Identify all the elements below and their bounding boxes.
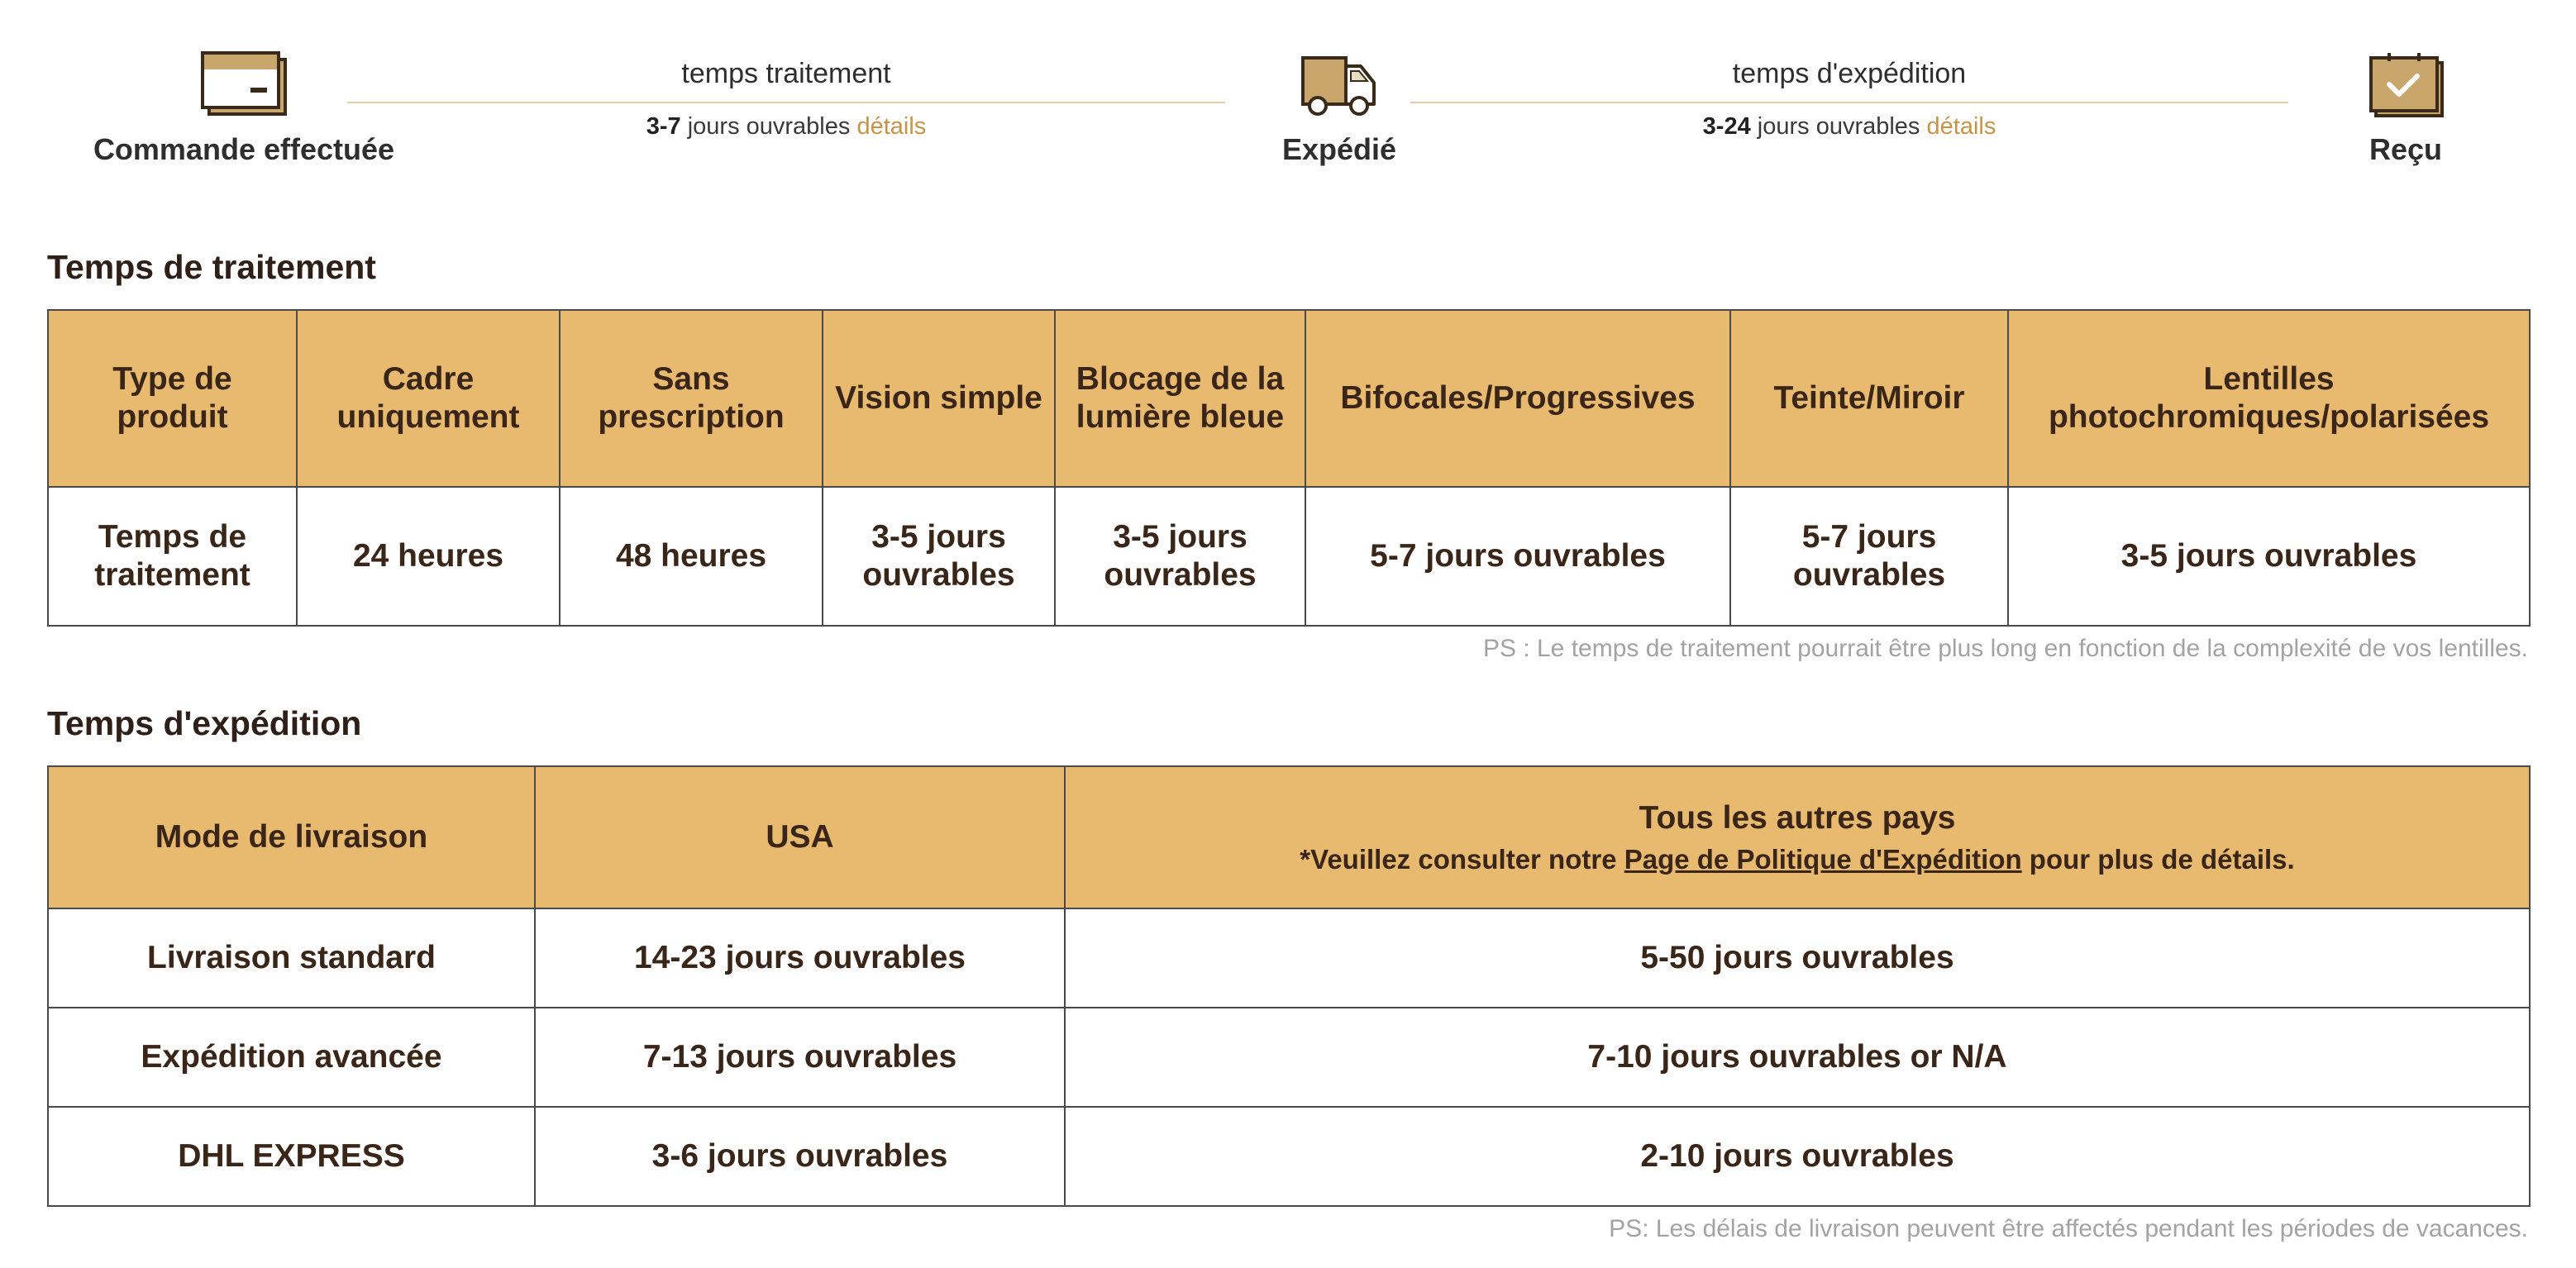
processing-table: [47, 309, 2531, 627]
step-label: Expédié: [1281, 132, 1397, 166]
credit-card-icon: [201, 51, 287, 117]
table-cell: 5-7 jours ouvrables: [1730, 487, 2008, 626]
table-cell: 2-10 jours ouvrables: [1065, 1107, 2530, 1206]
header-subtext: *Veuillez consulter notre Page de Politique d'Expédition pour plus de détails.: [1300, 843, 2295, 875]
table-row: [48, 487, 2530, 626]
table-cell: 7-10 jours ouvrables or N/A: [1065, 1008, 2530, 1107]
segment-shipping: [1410, 58, 2288, 141]
calendar-check-icon: [2366, 51, 2445, 119]
order-timeline: [0, 0, 2576, 190]
table-cell: 24 heures: [297, 487, 560, 626]
table-cell: Expédition avancée: [48, 1008, 535, 1107]
table-cell: 5-50 jours ouvrables: [1065, 908, 2530, 1008]
segment-divider: [1410, 102, 2288, 103]
table-cell: 48 heures: [560, 487, 823, 626]
shipping-note: PS: Les délais de livraison peuvent être affectés pendant les périodes de vacances.: [1609, 1215, 2528, 1242]
table-cell: 3-5 jours ouvrables: [823, 487, 1055, 626]
header-cell: Lentilles photochromiques/polarisées: [2008, 310, 2530, 487]
segment-title: temps traitement: [681, 58, 891, 89]
header-cell: Sans prescription: [560, 310, 823, 487]
header-cell: Teinte/Miroir: [1730, 310, 2008, 487]
shipping-table: [47, 765, 2531, 1207]
header-cell: USA: [535, 766, 1065, 908]
header-cell: Bifocales/Progressives: [1305, 310, 1730, 487]
table-cell: 3-6 jours ouvrables: [535, 1107, 1065, 1206]
segment-processing: [347, 58, 1225, 141]
header-cell: Cadre uniquement: [297, 310, 560, 487]
table-cell: Livraison standard: [48, 908, 535, 1008]
header-cell: Blocage de la lumière bleue: [1055, 310, 1305, 487]
step-label: Commande effectuée: [93, 132, 395, 166]
table-cell: Temps de traitement: [48, 487, 297, 626]
table-header-row: [48, 766, 2530, 908]
segment-title: temps d'expédition: [1732, 58, 1967, 89]
truck-icon: [1300, 51, 1379, 119]
header-cell: Type de produit: [48, 310, 297, 487]
shipping-policy-link[interactable]: Page de Politique d'Expédition: [1624, 843, 2022, 875]
header-cell-other-countries: [1065, 766, 2530, 908]
section-title-processing: Temps de traitement: [47, 248, 376, 286]
details-link[interactable]: détails: [1926, 113, 1996, 140]
table-header-row: [48, 310, 2530, 487]
section-title-shipping: Temps d'expédition: [47, 704, 362, 742]
table-cell: 3-5 jours ouvrables: [1055, 487, 1305, 626]
table-cell: DHL EXPRESS: [48, 1107, 535, 1206]
table-cell: 3-5 jours ouvrables: [2008, 487, 2530, 626]
header-cell: Vision simple: [823, 310, 1055, 487]
header-cell: Mode de livraison: [48, 766, 535, 908]
step-label: Reçu: [2368, 132, 2443, 166]
table-row: [48, 1008, 2530, 1107]
table-cell: 7-13 jours ouvrables: [535, 1008, 1065, 1107]
segment-duration: 3-7 jours ouvrables détails: [646, 113, 927, 140]
table-cell: 5-7 jours ouvrables: [1305, 487, 1730, 626]
table-cell: 14-23 jours ouvrables: [535, 908, 1065, 1008]
segment-duration: 3-24 jours ouvrables détails: [1702, 113, 1996, 140]
table-row: [48, 1107, 2530, 1206]
processing-note: PS : Le temps de traitement pourrait être plus long en fonction de la complexité de vos lentilles.: [1482, 635, 2528, 662]
table-row: [48, 908, 2530, 1008]
header-label: Tous les autres pays: [1639, 799, 1956, 836]
segment-divider: [347, 102, 1225, 103]
details-link[interactable]: détails: [856, 113, 927, 140]
step-received: [2282, 51, 2530, 167]
